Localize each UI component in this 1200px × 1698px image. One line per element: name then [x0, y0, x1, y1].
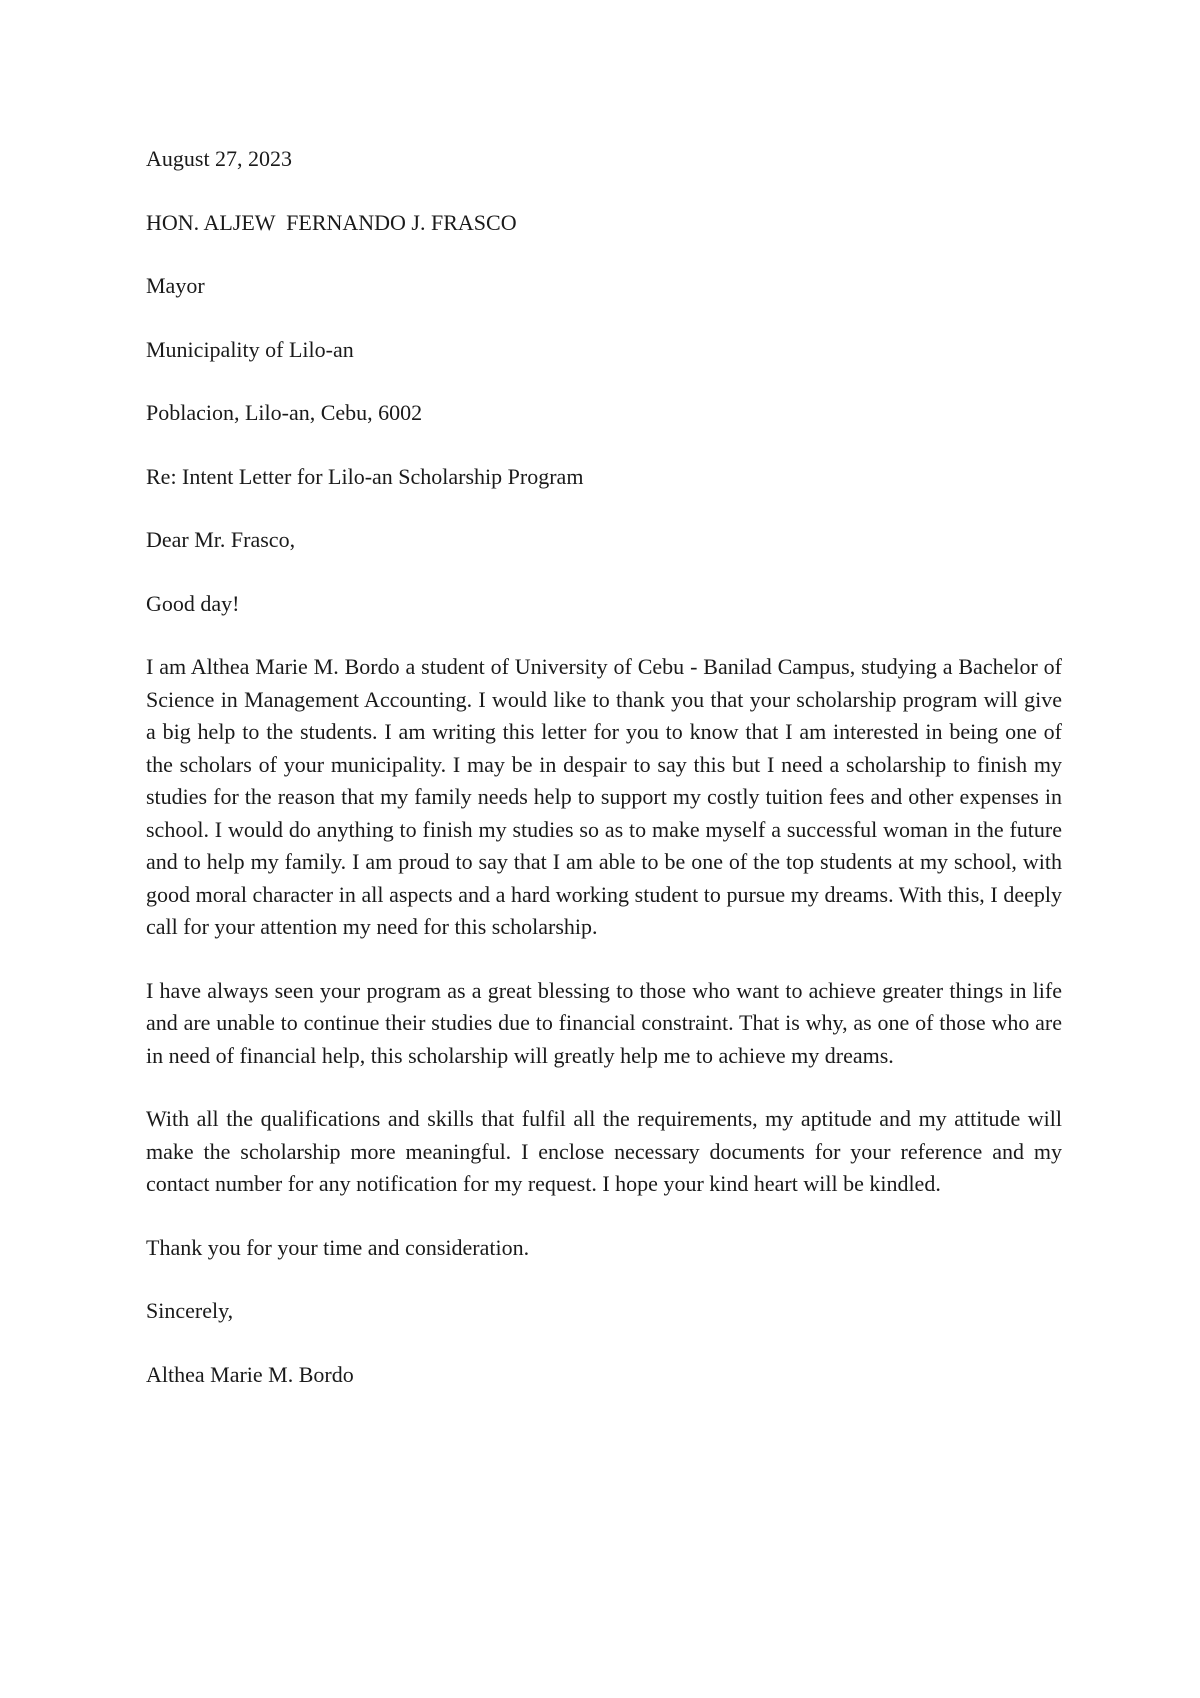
recipient-organization: Municipality of Lilo-an	[146, 336, 354, 362]
recipient-title: Mayor	[146, 273, 205, 298]
body-paragraph-2: I have always seen your program as a great blessing to those who want to achieve greater things in life and are unable to continue their studies due to financial constraint. That is why, as one of those who are in need of financial help, this scholarship will greatly help me to achieve my dreams.	[146, 977, 1062, 1068]
letter-page	[146, 143, 1062, 1422]
letter-closing: Sincerely,	[146, 1298, 234, 1323]
letter-subject: Re: Intent Letter for Lilo-an Scholarship Program	[146, 463, 584, 489]
letter-salutation: Dear Mr. Frasco,	[146, 527, 296, 552]
letter-greeting: Good day!	[146, 590, 240, 616]
recipient-address: Poblacion, Lilo-an, Cebu, 6002	[146, 400, 423, 425]
body-paragraph-3: With all the qualifications and skills that fulfil all the requirements, my aptitude and my attitude will make the scholarship more meaningful. I enclose necessary documents for your reference and my contact number for any notification for my request. I hope your kind heart will be kindled.	[146, 1106, 1062, 1196]
letter-date: August 27, 2023	[146, 146, 293, 171]
letter-thanks: Thank you for your time and consideration.	[146, 1234, 530, 1260]
recipient-name: HON. ALJEW FERNANDO J. FRASCO	[146, 209, 517, 235]
body-paragraph-1: I am Althea Marie M. Bordo a student of University of Cebu - Banilad Campus, studying a Bachelor of Science in Management Accounting. I would like to thank you that your scholarship program will give a big help to the students. I am writing this letter for you to know that I am interested in being one of the scholars of your municipality. I may be in despair to say this but I need a scholarship to finish my studies for the reason that my family needs help to support my costly tuition fees and other expenses in school. I would do anything to finish my studies so as to make myself a successful woman in the future and to help my family. I am proud to say that I am able to be one of the top students at my school, with good moral character in all aspects and a hard working student to pursue my dreams. With this, I deeply call for your attention my need for this scholarship.	[146, 654, 1062, 939]
signature-name: Althea Marie M. Bordo	[146, 1361, 354, 1387]
